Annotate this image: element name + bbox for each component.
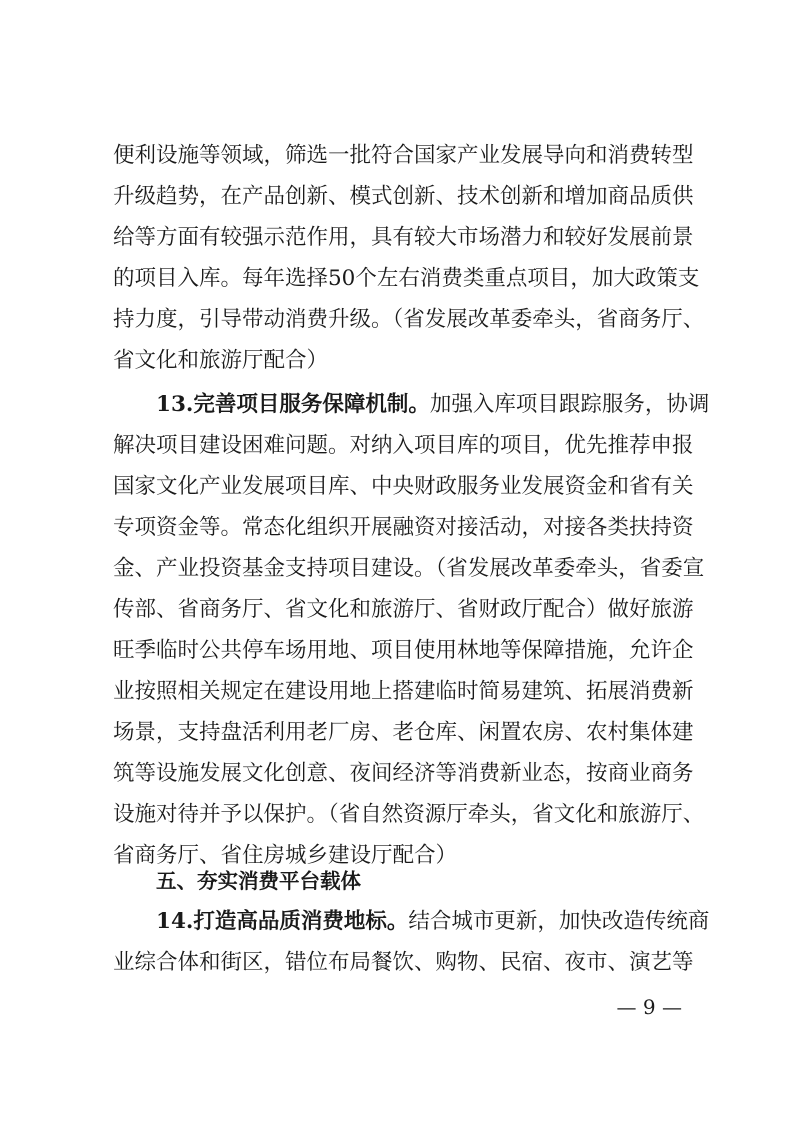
item-14-text: 结合城市更新，加快改造传统商 (408, 909, 710, 934)
paragraph-line: 国家文化产业发展项目库、中央财政服务业发展资金和省有关 (113, 474, 694, 499)
item-13-first-line (113, 385, 710, 425)
paragraph-line: 持力度，引导带动消费升级。（省发展改革委牵头，省商务厅、 (113, 307, 705, 332)
paragraph-line: 业综合体和街区，错位布局餐饮、购物、民宿、夜市、演艺等 (113, 950, 694, 975)
paragraph-line: 金、产业投资基金支持项目建设。（省发展改革委牵头，省委宣 (113, 556, 705, 581)
page-number: — 9 — (616, 995, 682, 1019)
paragraph-line: 传部、省商务厅、省文化和旅游厅、省财政厅配合）做好旅游 (113, 597, 694, 622)
paragraph-line: 便利设施等领域，筛选一批符合国家产业发展导向和消费转型 (113, 143, 694, 168)
paragraph-line: 解决项目建设困难问题。对纳入项目库的项目，优先推荐申报 (113, 433, 694, 458)
paragraph-line: 升级趋势，在产品创新、模式创新、技术创新和增加商品质供 (113, 184, 694, 209)
paragraph-line: 旺季临时公共停车场用地、项目使用林地等保障措施，允许企 (113, 638, 694, 663)
paragraph-line: 给等方面有较强示范作用，具有较大市场潜力和较好发展前景 (113, 225, 694, 250)
paragraph-line: 省商务厅、省住房城乡建设厅配合） (113, 843, 458, 868)
item-13-text: 加强入库项目跟踪服务，协调 (429, 392, 710, 417)
item-14-title: 14.打造高品质消费地标。 (156, 909, 409, 934)
paragraph-line: 设施对待并予以保护。（省自然资源厅牵头，省文化和旅游厅、 (113, 802, 705, 827)
paragraph-line: 场景，支持盘活利用老厂房、老仓库、闲置农房、农村集体建 (113, 720, 694, 745)
paragraph-line: 省文化和旅游厅配合） (113, 348, 329, 373)
paragraph-line: 的项目入库。每年选择50个左右消费类重点项目，加大政策支 (113, 266, 700, 291)
item-14-first-line (113, 902, 710, 942)
paragraph-line: 专项资金等。常态化组织开展融资对接活动，对接各类扶持资 (113, 515, 694, 540)
section-heading: 五、夯实消费平台载体 (156, 869, 361, 893)
item-13-title: 13.完善项目服务保障机制。 (156, 392, 430, 417)
paragraph-line: 筑等设施发展文化创意、夜间经济等消费新业态，按商业商务 (113, 761, 694, 786)
paragraph-line: 业按照相关规定在建设用地上搭建临时简易建筑、拓展消费新 (113, 679, 694, 704)
